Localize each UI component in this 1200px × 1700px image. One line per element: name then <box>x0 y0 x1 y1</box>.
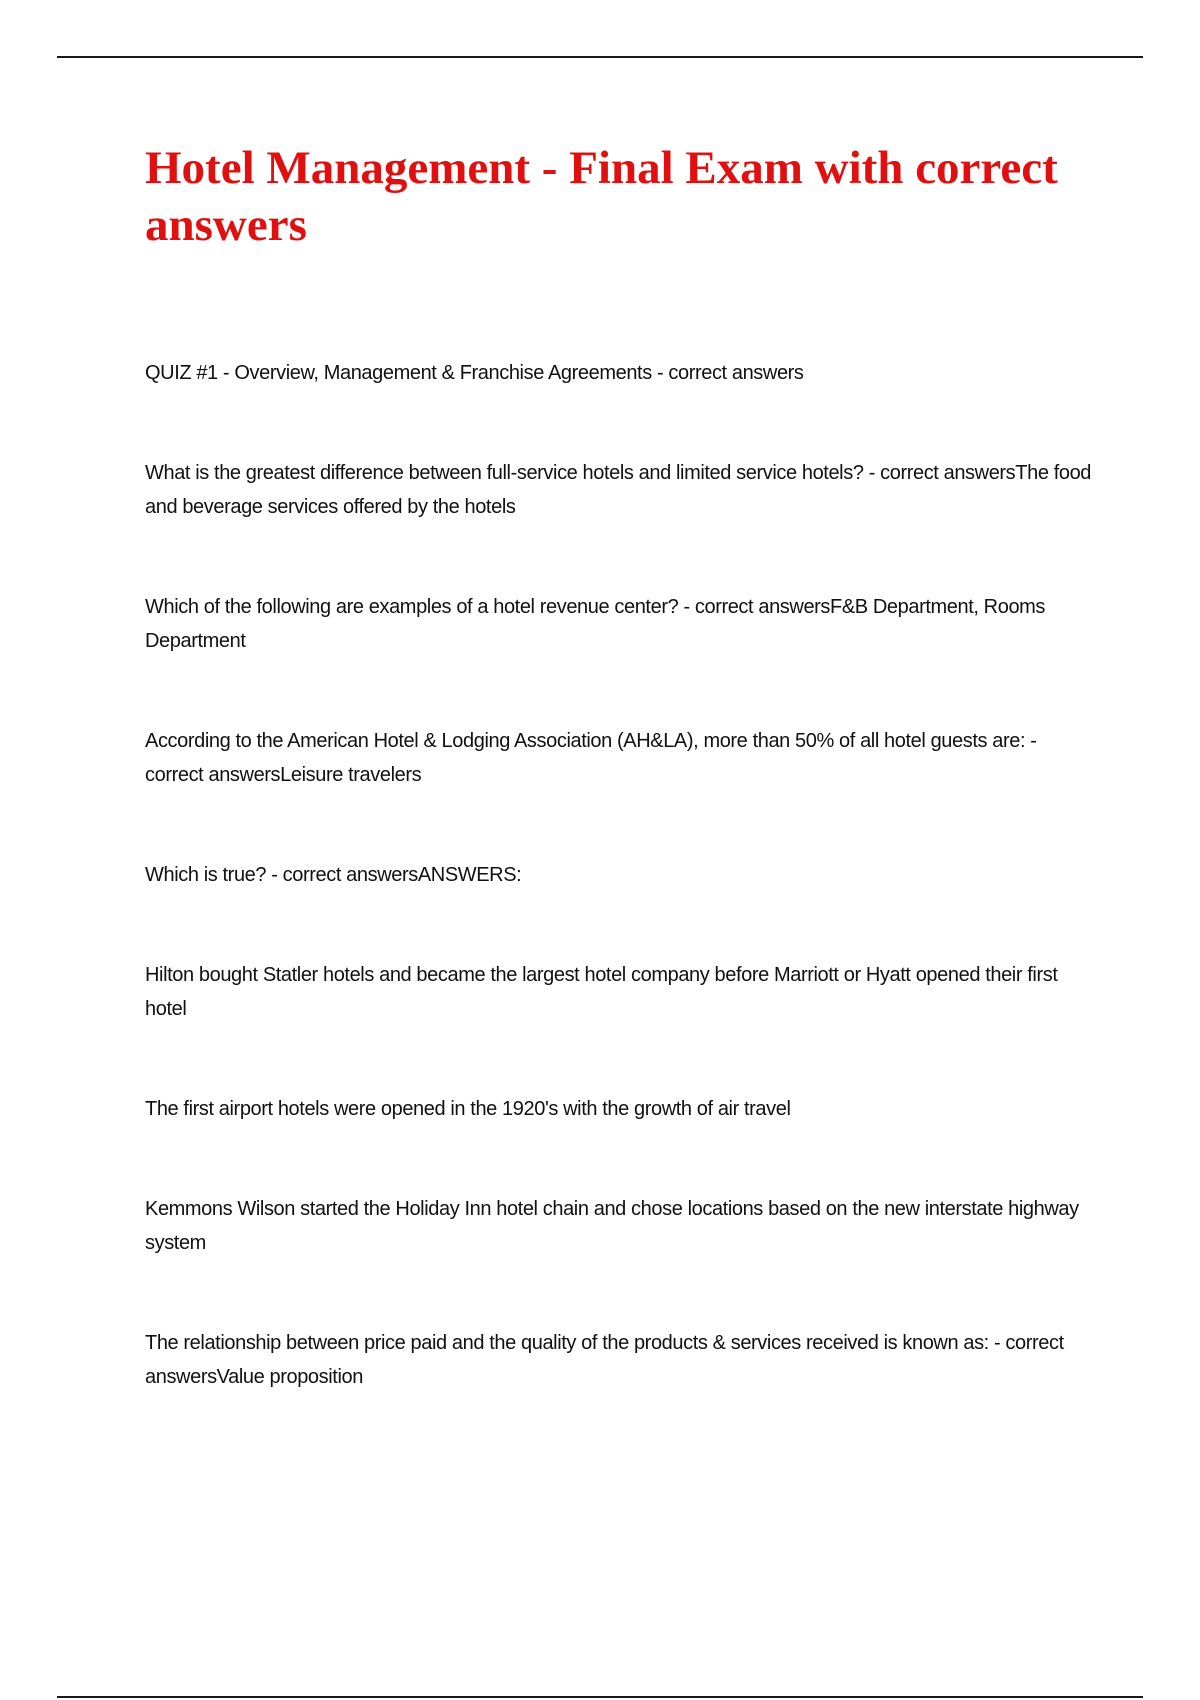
question-paragraph: What is the greatest difference between full-service hotels and limited service hotels? - correct answersThe food and beverage services offered by the hotels <box>145 462 1092 518</box>
answer-statement: Kemmons Wilson started the Holiday Inn hotel chain and chose locations based on the new interstate highway system <box>145 1198 1079 1254</box>
question-paragraph: Which of the following are examples of a hotel revenue center? - correct answersF&B Department, Rooms Department <box>145 596 1046 652</box>
bottom-rule <box>57 1696 1143 1698</box>
question-paragraph: The relationship between price paid and the quality of the products & services received is known as: - correct answersValue proposition <box>145 1332 1064 1388</box>
answer-statement: The first airport hotels were opened in the 1920's with the growth of air travel <box>145 1098 791 1120</box>
top-rule <box>57 56 1143 58</box>
question-paragraph: Which is true? - correct answersANSWERS: <box>145 864 522 886</box>
document-title: Hotel Management - Final Exam with correct answers <box>145 142 1058 251</box>
quiz-heading: QUIZ #1 - Overview, Management & Franchise Agreements - correct answers <box>145 362 804 384</box>
question-paragraph: According to the American Hotel & Lodging Association (AH&LA), more than 50% of all hotel guests are: - correct answersLeisure travelers <box>145 730 1037 786</box>
answer-statement: Hilton bought Statler hotels and became the largest hotel company before Marriott or Hyatt opened their first hotel <box>145 964 1058 1020</box>
